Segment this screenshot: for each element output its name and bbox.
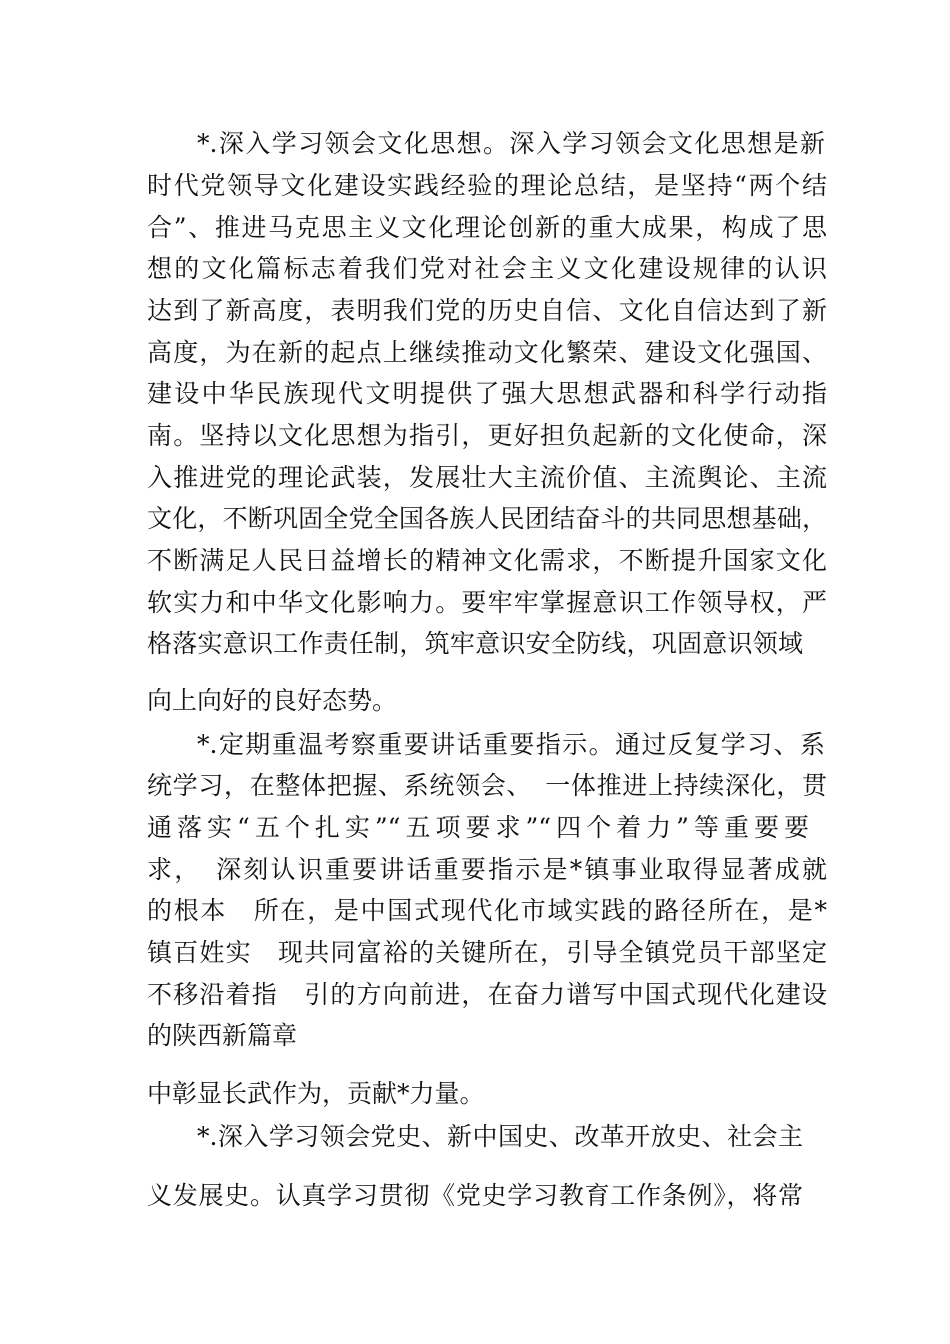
text-line: *.深入学习领会文化思想。深入学习领会文化思想是新 [197,129,825,158]
text-line: 建设中华民族现代文明提供了强大思想武器和科学行动指 [147,379,827,408]
text-line: 向上向好的良好态势。 [147,686,398,715]
text-line: *.深入学习领会党史、新中国史、改革开放史、社会主 [197,1122,803,1151]
text-line: 中彰显长武作为，贡献*力量。 [147,1079,485,1108]
text-line: 不断满足人民日益增长的精神文化需求，不断提升国家文化 [147,546,827,575]
text-line: 镇百姓实 现共同富裕的关键所在，引导全镇党员干部坚定 [147,938,827,967]
text-line: 想的文化篇标志着我们党对社会主义文化建设规律的认识 [147,254,827,283]
text-line: 统学习，在整体把握、系统领会、 一体推进上持续深化，贯 [147,771,827,800]
text-line: 入推进党的理论武装，发展壮大主流价值、主流舆论、主流 [147,463,827,492]
text-line: 文化，不断巩固全党全国各族人民团结奋斗的共同思想基础， [147,504,827,533]
text-line: 软实力和中华文化影响力。要牢牢掌握意识工作领导权，严 [147,588,827,617]
text-line: 的根本 所在，是中国式现代化市域实践的路径所在，是* [147,896,827,925]
text-line: 达到了新高度，表明我们党的历史自信、文化自信达到了新 [147,296,827,325]
text-line: 通落实“五个扎实”“五项要求”“四个着力”等重要要 [147,813,809,842]
text-line: 格落实意识工作责任制，筑牢意识安全防线，巩固意识领域 [147,629,803,658]
text-line: *.定期重温考察重要讲话重要指示。通过反复学习、系 [197,730,825,759]
text-line: 的陕西新篇章 [147,1021,298,1050]
text-line: 南。坚持以文化思想为指引，更好担负起新的文化使命，深 [147,421,827,450]
text-line: 求， 深刻认识重要讲话重要指示是*镇事业取得显著成就 [147,855,827,884]
text-line: 合”、推进马克思主义文化理论创新的重大成果，构成了思 [147,213,827,242]
text-line: 不移沿着指 引的方向前进，在奋力谱写中国式现代化建设 [147,980,827,1009]
text-line: 义发展史。认真学习贯彻《党史学习教育工作条例》，将常 [147,1181,803,1210]
text-line: 高度，为在新的起点上继续推动文化繁荣、建设文化强国、 [147,338,827,367]
text-line: 时代党领导文化建设实践经验的理论总结，是坚持“两个结 [147,171,827,200]
